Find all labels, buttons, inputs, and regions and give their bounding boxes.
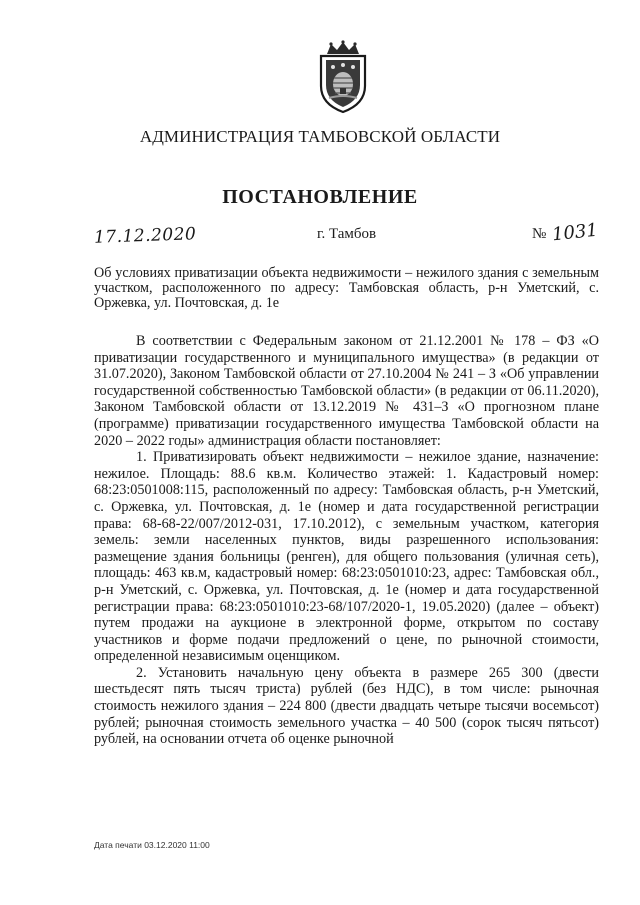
print-date-footer: Дата печати 03.12.2020 11:00: [94, 840, 210, 850]
handwritten-date: 17.12.2020: [93, 224, 197, 248]
coat-of-arms-emblem: [315, 40, 371, 114]
item-2-paragraph: 2. Установить начальную цену объекта в размере 265 300 (двести шестьдесят пять тысяч триста) рублей (без НДС), в том числе: рыночная стоимость нежилого здания – 224 800 (двести двадцать четыре тысячи восемьсот) рублей; рыночная стоимость земельного участка – 40 500 (сорок тысяч пятьсот) рублей, на основании отчета об оценке рыночной: [94, 664, 599, 748]
item-1-paragraph: 1. Приватизировать объект недвижимости – нежилое здание, назначение: нежилое. Площадь: 88.6 кв.м. Количество этажей: 1. Кадастровый номер: 68:23:0501008:115, расположенный по адресу: Тамбовская область, р-н Уметский, с. Оржевка, ул. Почтовская, д. 1е (номер и дата государственной регистрации права: 68-68-22/007/2012-031, 17.10.2012), с земельным участком, категория земель: земли населенных пунктов, виды разрешенного использования: размещение здания больницы (ренген), для общего пользования (уличная сеть), площадь: 463 кв.м, кадастровый номер: 68:23:0501010:23, адрес: Тамбовская обл., р-н Уметский, с. Оржевка, ул. Почтовская, д. 1е (номер и дата государственной регистрации права: 68:23:0501010:23-68/107/2020-1, 19.05.2020) (далее – объект) путем продажи на аукционе в электронной форме, открытом по составу участников и форме подачи предложений о цене, по рыночной стоимости, определенной независимым оценщиком.: [94, 449, 599, 665]
document-subject: Об условиях приватизации объекта недвижимости – нежилого здания с земельным участком, расположенного по адресу: Тамбовская область, р-н Уметский, с. Оржевка, ул. Почтовская, д. 1е: [94, 265, 599, 311]
preamble-paragraph: В соответствии с Федеральным законом от 21.12.2001 № 178 – ФЗ «О приватизации государственного и муниципального имущества» (в редакции от 31.07.2020), Законом Тамбовской области от 27.10.2004 № 241 – З «Об управлении государственной собственностью Тамбовской области» (в редакции от 06.11.2020), Законом Тамбовской области от 13.12.2019 № 431–З «О прогнозном плане (программе) приватизации государственного имущества Тамбовской области на 2020 – 2022 годы» администрация области постановляет:: [94, 333, 599, 449]
document-number: [532, 219, 599, 246]
number-sign: №: [532, 226, 547, 242]
document-body: [94, 333, 599, 748]
handwritten-number: 1031: [551, 219, 599, 246]
organization-name: АДМИНИСТРАЦИЯ ТАМБОВСКОЙ ОБЛАСТИ: [139, 127, 501, 146]
city-name: г. Тамбов: [317, 226, 377, 242]
document-type-title: ПОСТАНОВЛЕНИЕ: [222, 186, 418, 208]
